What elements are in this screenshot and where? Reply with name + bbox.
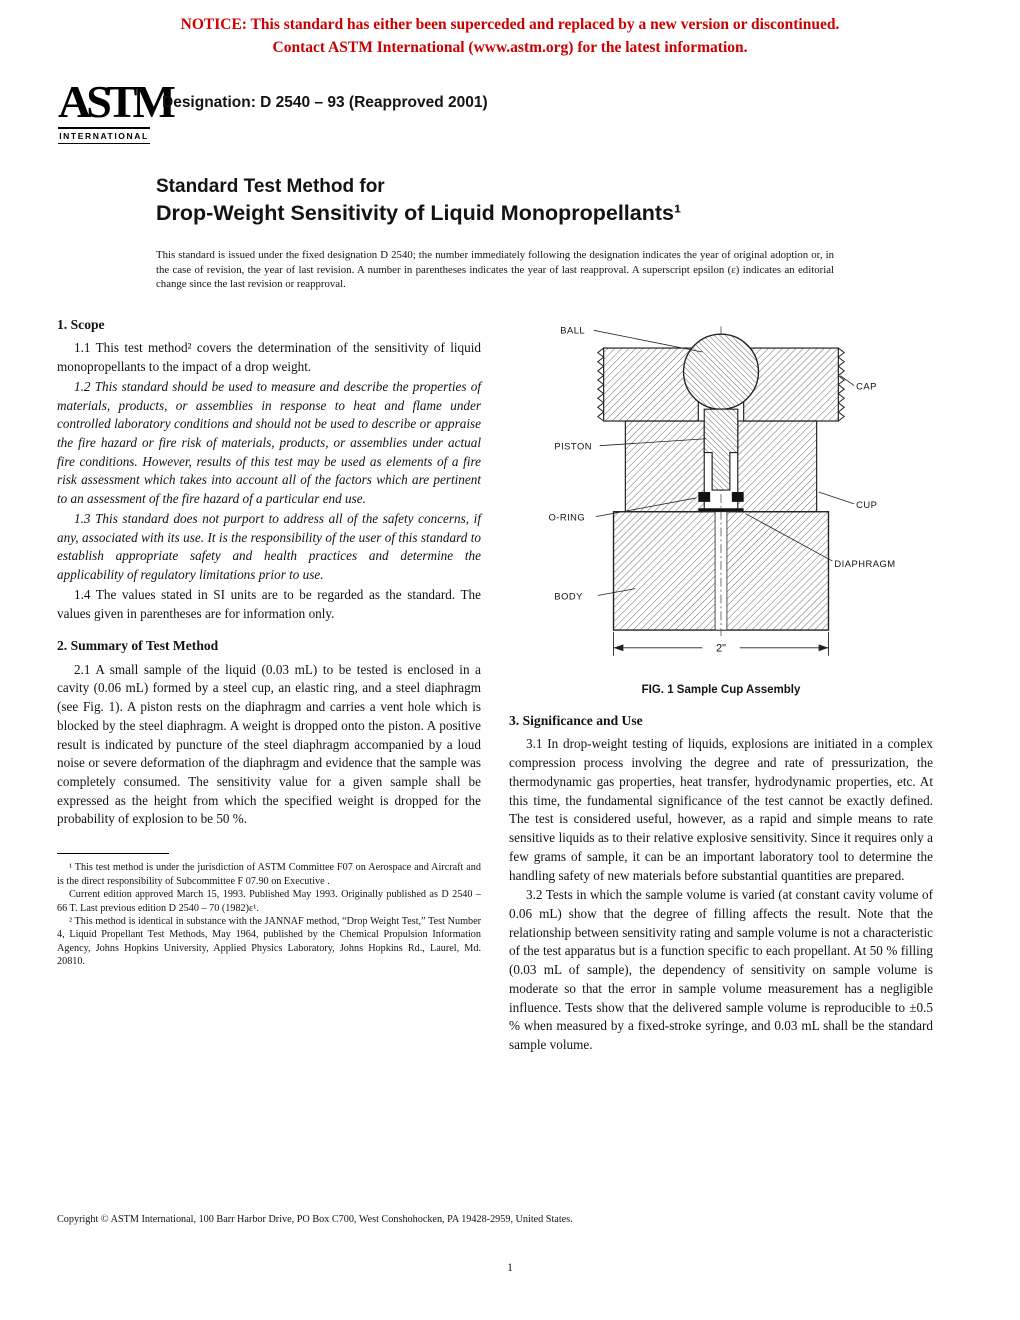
significance-paragraph-3-1: 3.1 In drop-weight testing of liquids, explosions are initiated in a complex compression process involving the degree and rate of pressurization, the thermodynamic gas properties, heat transfer, hydrodynamic properties, etc. At this time, the fundamental significance of the test cannot be exactly defined. The test is considered useful, however, as a rapid and simple means to rate sensitive liquids as to their relative explosive sensitivity. Since it requires only a few grams of sample, it can be an important laboratory tool to determine the handling safety of new materials before substantial quantities are prepared. xyxy=(509,736,933,883)
document-title xyxy=(156,176,681,226)
title-line-2: Drop-Weight Sensitivity of Liquid Monopropellants¹ xyxy=(156,201,682,225)
scope-paragraph-1-3: 1.3 This standard does not purport to address all of the safety concerns, if any, associated with its use. It is the responsibility of the user of this standard to establish appropriate safety and health practices and determine the applicability of regulatory limitations prior to use. xyxy=(57,510,481,583)
designation-line: Designation: D 2540 – 93 (Reapproved 2001) xyxy=(162,94,488,111)
body-label: BODY xyxy=(554,591,583,602)
discontinued-notice xyxy=(0,13,1020,60)
diaphragm-label: DIAPHRAGM xyxy=(834,558,896,569)
page-number: 1 xyxy=(507,1262,513,1274)
footnotes xyxy=(57,853,481,969)
astm-logo-subtext: INTERNATIONAL xyxy=(58,127,150,144)
astm-logo xyxy=(58,76,171,144)
notice-line-1: NOTICE: This standard has either been superceded and replaced by a new version or discontinued. xyxy=(180,16,840,33)
title-line-1: Standard Test Method for xyxy=(156,176,385,197)
issuing-note: This standard is issued under the fixed designation D 2540; the number immediately following the designation indicates the year of original adoption or, in the case of revision, the year of last revision. A number in parentheses indicates the year of last reapproval. A superscript epsilon (ε) indicates an editorial change since the last revision or reapproval. xyxy=(156,249,834,291)
sample-cup-assembly-diagram xyxy=(509,312,933,674)
left-column xyxy=(57,312,481,969)
summary-paragraph-2-1: 2.1 A small sample of the liquid (0.03 mL) to be tested is enclosed in a cavity (0.06 mL) formed by a steel cup, an elastic ring, and a steel diaphragm (see Fig. 1). A piston rests on the diaphragm and carries a vent hole which is blocked by the steel diaphragm. A weight is dropped onto the piston. A positive result is indicated by puncture of the steel diaphragm accompanied by a loud noise or severe deformation of the diaphragm and evidence that the sample was completely consumed. The sensitivity value for a given sample shall be expressed as the height from which the specified weight is dropped for the probability of explosion to be 50 %. xyxy=(57,661,481,827)
piston-shape xyxy=(704,409,738,490)
right-column xyxy=(509,312,933,1056)
footnote-rule xyxy=(57,853,169,854)
summary-heading: 2. Summary of Test Method xyxy=(57,638,219,654)
significance-paragraph-3-2: 3.2 Tests in which the sample volume is varied (at constant cavity volume of 0.06 mL) show that the degree of filling affects the result. Note that the relationship between sensitivity rating and sample volume is not a characteristic of the test apparatus but is a function specific to each propellant. At 50 % filling (0.03 mL of sample), the dependency of sensitivity on sample volume is moderate so that the error in sample volume measurement has a negligible influence. Tests show that the delivered sample volume is reproducible to ±0.5 % when measured by a fixed-stroke syringe, and 0.03 mL shall be the standard sample volume. xyxy=(509,887,933,1053)
cup-label: CUP xyxy=(856,499,878,510)
scope-heading: 1. Scope xyxy=(57,317,105,332)
dimension-label: 2" xyxy=(716,642,726,655)
o-ring-label: O-RING xyxy=(548,512,586,523)
scope-paragraph-1-2: 1.2 This standard should be used to measure and describe the properties of materials, products, or assemblies in response to heat and flame under controlled laboratory conditions and should not be used to describe or appraise the fire hazard or fire risk of materials, products, or assemblies under actual fire conditions. However, results of this test may be used as elements of a fire risk assessment which takes into account all of the factors which are pertinent to an assessment of the fire hazard of a particular end use. xyxy=(57,378,481,507)
significance-heading: 3. Significance and Use xyxy=(509,713,643,729)
notice-line-2: Contact ASTM International (www.astm.org) for the latest information. xyxy=(272,39,748,57)
astm-logo-text: ASTM xyxy=(58,76,171,127)
footnote-edition: Current edition approved March 15, 1993. Published May 1993. Originally published as D 2540 – 66 T. Last previous edition D 2540 – 70 (1982)ε¹. xyxy=(57,889,481,914)
figure-caption: FIG. 1 Sample Cup Assembly xyxy=(641,683,801,696)
footnote-1: ¹ This test method is under the jurisdiction of ASTM Committee F07 on Aerospace and Aircraft and is the direct responsibility of Subcommittee F 07.90 on Executive . xyxy=(57,862,481,887)
cap-label: CAP xyxy=(856,381,877,392)
scope-paragraph-1-1: 1.1 This test method² covers the determination of the sensitivity of liquid monopropellants to the impact of a drop weight. xyxy=(57,340,481,375)
copyright-line: Copyright © ASTM International, 100 Barr Harbor Drive, PO Box C700, West Conshohocken, PA 19428-2959, United States. xyxy=(57,1214,573,1225)
ball-label: BALL xyxy=(560,325,586,336)
footnote-2: ² This method is identical in substance with the JANNAF method, “Drop Weight Test,” Test Number 4, Liquid Propellant Test Methods, May 1964, published by the Chemical Propulsion Information Agency, Johns Hopkins University, Applied Physics Laboratory, Johns Hopkins Rd., Laurel, Md. 20810. xyxy=(57,916,481,968)
ball-shape xyxy=(684,334,759,409)
piston-label: PISTON xyxy=(554,441,592,452)
scope-paragraph-1-4: 1.4 The values stated in SI units are to be regarded as the standard. The values given in parentheses are for information only. xyxy=(57,586,481,621)
figure-1 xyxy=(509,312,933,698)
